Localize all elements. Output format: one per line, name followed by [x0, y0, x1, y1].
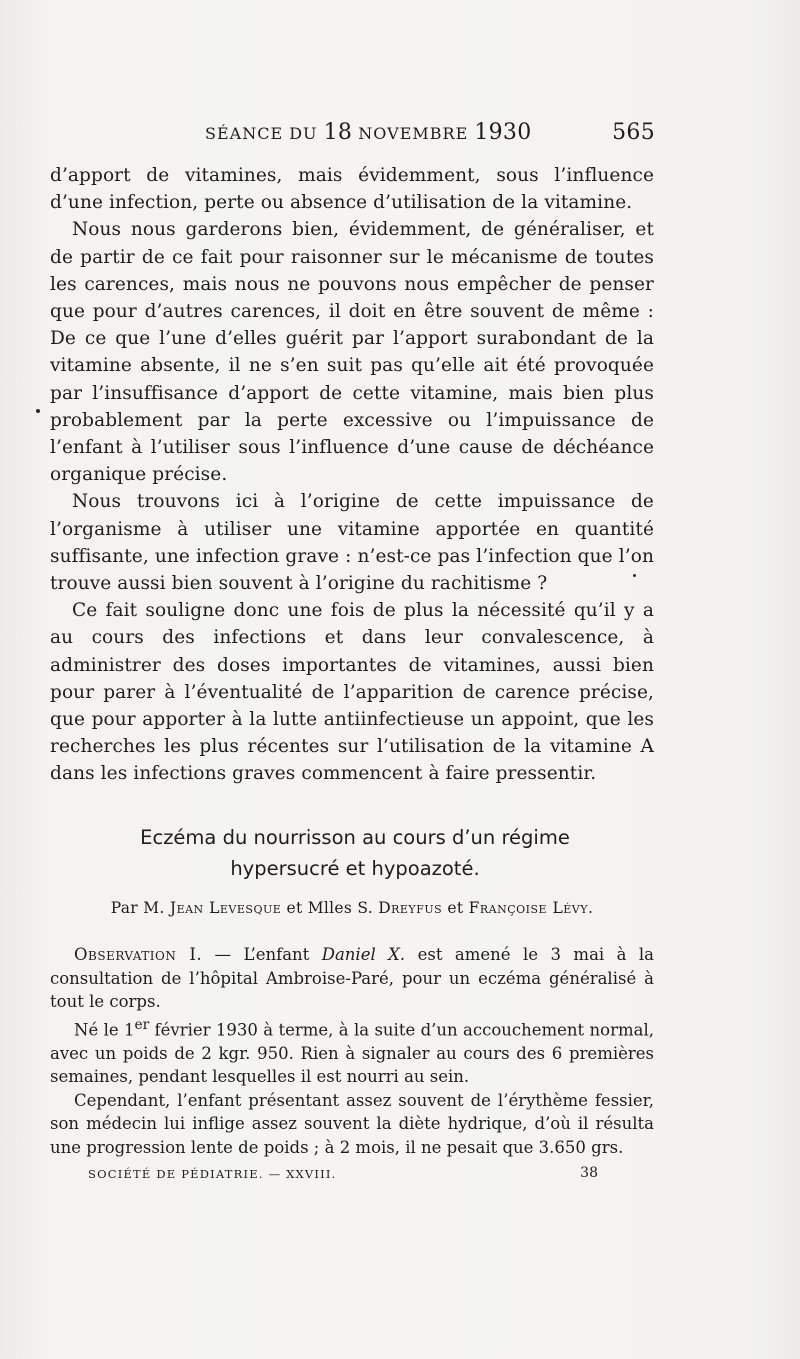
- signature-number: 38: [580, 1165, 598, 1181]
- paragraph: Nous trouvons ici à l’origine de cette impuissance de l’organisme à utiliser une vitamine apportée en quantité suffisante, une infection grave : n’est-ce pas l’infection que l’on trouve aussi bien souvent à l’origine du rachitisme ?: [50, 491, 654, 595]
- paragraph: Né le 1er février 1930 à terme, à la suite d’un accouchement normal, avec un poids de 2 kgr. 950. Rien à signaler au cours des 6 premières semaines, pendant lesquelles il est nourri au sein.: [50, 1016, 654, 1086]
- paragraph: Ce fait souligne donc une fois de plus la nécessité qu’il y a au cours des infections et dans leur convalescence, à administrer des doses importantes de vitamines, aussi bien pour parer à l’éventualité de l’apparition de carence précise, que pour apporter à la lutte antiinfectieuse un appoint, que les recherches les plus récentes sur l’utilisation de la vitamine A dans les infections graves commencent à faire pressentir.: [50, 600, 654, 785]
- observation-label: Observation I.: [74, 945, 203, 964]
- page-footer: [88, 1167, 598, 1181]
- header-title: SÉANCE DU 18 NOVEMBRE 1930: [205, 120, 532, 145]
- article-title-line: hypersucré et hypoazoté.: [230, 857, 480, 880]
- paragraph: Nous nous garderons bien, évidemment, de généraliser, et de partir de ce fait pour raisonner sur le mécanisme de toutes les carences, mais nous ne pouvons nous empêcher de penser que pour d’autres carences, il doit en être souvent de même : De ce que l’une d’elles guérit par l’apport surabondant de la vitamine absente, il ne s’en suit pas qu’elle ait été provoquée par l’insuffisance d’apport de cette vitamine, mais bien plus probablement par la perte excessive ou l’impuissance de l’enfant à l’utiliser sous l’influence d’une cause de déchéance organique précise.: [50, 219, 654, 486]
- paragraph: Cependant, l’enfant présentant assez souvent de l’érythème fessier, son médecin lui inflige assez souvent la diète hydrique, d’où il résulta une progression lente de poids ; à 2 mois, il ne pesait que 3.650 grs.: [50, 1090, 654, 1157]
- page-number: 565: [612, 120, 655, 145]
- paragraph: Observation I. — L’enfant Daniel X. est amené le 3 mai à la consultation de l’hôpital Ambroise-Paré, pour un eczéma généralisé à tout le corps.: [50, 945, 655, 1011]
- article-title: [80, 822, 630, 884]
- journal-reference: SOCIÉTÉ DE PÉDIATRIE. — XXVIII.: [88, 1167, 337, 1181]
- author-name: Jean Levesque: [169, 899, 282, 917]
- byline: Par M. Jean Levesque et Mlles S. Dreyfus et Françoise Lévy.: [110, 899, 594, 917]
- superscript: er: [134, 1016, 150, 1033]
- print-speck: [36, 409, 40, 413]
- author-name: Dreyfus: [378, 899, 443, 917]
- paragraph: d’apport de vitamines, mais évidemment, sous l’influence d’une infection, perte ou absence d’utilisation de la vitamine.: [50, 165, 654, 214]
- observation-text: [50, 943, 654, 1159]
- running-header: [205, 120, 655, 150]
- print-speck: [633, 574, 636, 577]
- body-text: [50, 162, 654, 788]
- author-name: Françoise Lévy: [468, 899, 589, 917]
- article-title-line: Eczéma du nourrisson au cours d’un régime: [140, 826, 570, 849]
- patient-name: Daniel X.: [321, 945, 406, 964]
